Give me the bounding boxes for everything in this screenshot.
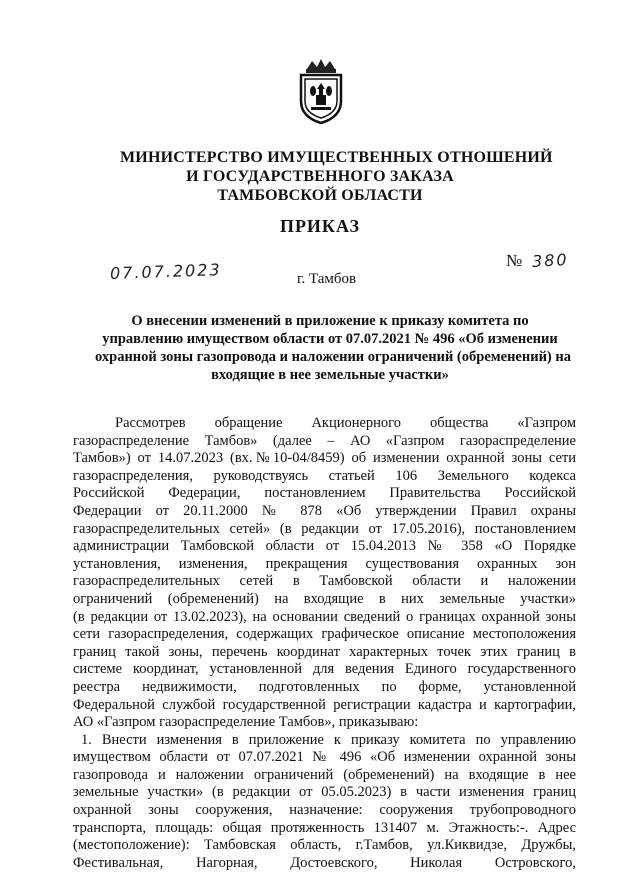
body-line: АО «Газпром газораспределение Тамбов», приказываю: [73,714,419,731]
body-line: системе координат, установленной для ведения Единого государственного [73,661,576,678]
body-line: (местоположение): Тамбовская область, г.Тамбов, ул.Киквидзе, Дружбы, [73,837,576,854]
document-number [506,251,569,271]
body-line: Фестивальная, Нагорная, Достоевского, Николая Островского, [73,854,576,871]
body-line: сети газораспределения, содержащих графическое описание местоположения [73,626,576,643]
body-line: границ такой зоны, перечень координат характерных точек этих границ в [73,643,576,660]
body-line: ограничений (обременений) на входящие в них земельные участки» [73,590,576,607]
body-line: имуществом области от 07.07.2021 № 496 «Об изменении охранной зоны [73,749,576,766]
number-value: 380 [532,250,570,271]
document-date: 07.07.2023 [109,260,222,283]
body-line: Российской Федерации, постановлением Правительства Российской [73,485,576,502]
body-line: администрации Тамбовской области от 15.04.2013 № 358 «О Порядке [73,538,576,555]
ministry-line: МИНИСТЕРСТВО ИМУЩЕСТВЕННЫХ ОТНОШЕНИЙ [120,149,553,166]
coat-of-arms-emblem [293,57,349,125]
body-line: Федеральной службой государственной регистрации кадастра и картографии, [73,696,576,713]
document-body [73,415,576,872]
document-city: г. Тамбов [297,271,357,287]
body-line: Федерации от 20.11.2000 № 878 «Об утверждении Правил охраны [73,502,576,519]
body-line: газораспределение Тамбов» (далее – АО «Газпром газораспределение [73,432,576,449]
ministry-name [120,148,553,205]
body-line: Рассмотрев обращение Акционерного общества «Газпром [115,415,576,431]
body-line: охранной зоны сооружения, назначение: сооружения трубопроводного [73,802,576,819]
ministry-line: И ГОСУДАРСТВЕННОГО ЗАКАЗА [186,168,454,185]
ministry-line: ТАМБОВСКОЙ ОБЛАСТИ [217,187,423,204]
body-line: Тамбов») от 14.07.2023 (вх.№10-04/8459) об изменении охранной зоны сети [73,450,576,467]
body-line: газопровода и наложении ограничений (обременений) на входящие в нее [73,766,576,783]
body-line: транспорта, площадь: общая протяженность 131407 м. Этажность:-. Адрес [73,819,576,836]
subject-line: охранной зоны газопровода и наложении ограничений (обременений) на [95,349,571,365]
body-line: газораспределения, руководствуясь статьей 106 Земельного кодекса [73,467,576,484]
document-subject [95,312,571,384]
body-line: реестра недвижимости, подготовленных по форме, установленной [73,678,576,695]
subject-line: управлению имуществом области от 07.07.2021 № 496 «Об изменении [102,331,558,347]
body-line: 1. Внести изменения в приложение к приказу комитета по управлению [81,731,576,748]
body-line: газораспределительных сетей в Тамбовской области и наложении [73,573,576,590]
subject-line: входящие в нее земельные участки» [211,367,449,383]
body-line: газораспределительных сетей» (в редакции от 17.05.2016), постановлением [73,520,576,537]
body-line: установления, изменения, прекращения существования охранных зон [73,555,576,572]
document-type: ПРИКАЗ [279,216,361,236]
number-label: № [506,251,523,270]
body-line: земельные участки» (в редакции от 05.05.2023) в части изменения границ [73,784,576,801]
body-line: (в редакции от 13.02.2023), на основании сведений о границах охранной зоны [73,608,576,625]
subject-line: О внесении изменений в приложение к приказу комитета по [131,313,529,329]
